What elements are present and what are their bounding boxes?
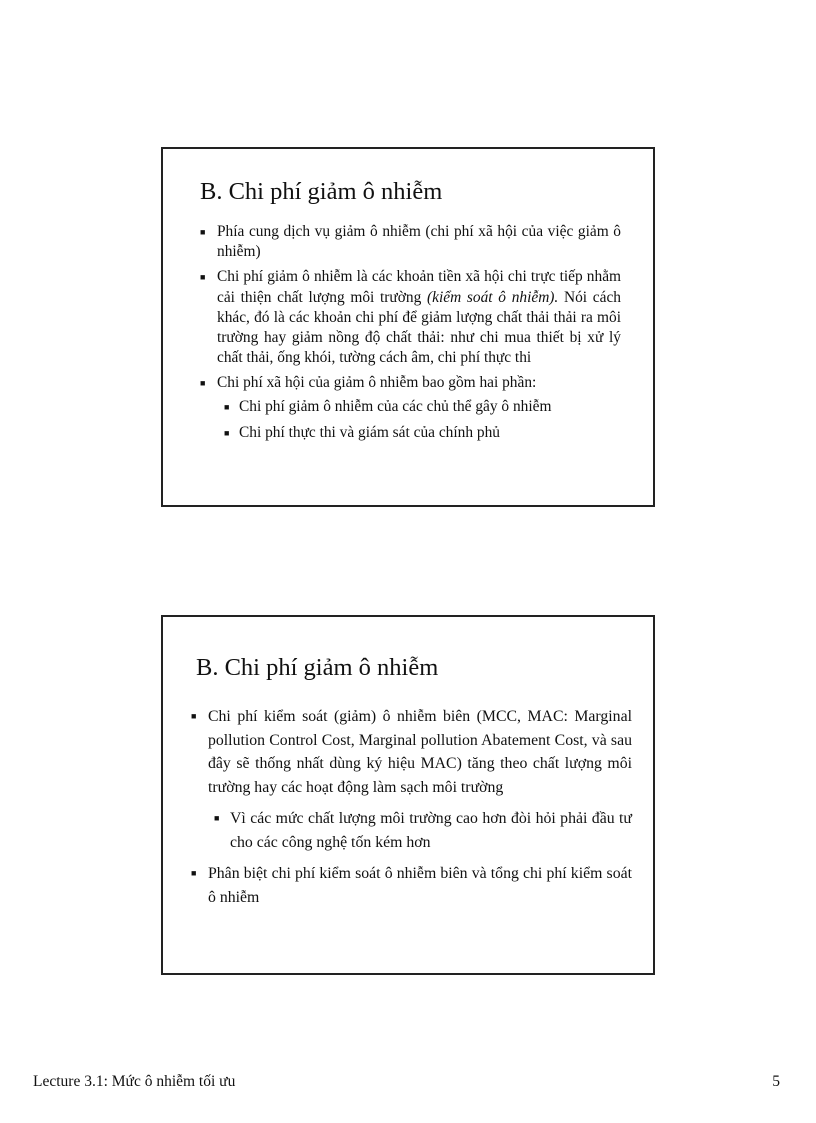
slide-1-title: B. Chi phí giảm ô nhiễm (200, 178, 443, 205)
bullet-text: Phân biệt chi phí kiểm soát ô nhiễm biên và tổng chi phí kiểm soát ô nhiễm (208, 865, 632, 906)
slide-1-bullet-2 (200, 267, 621, 368)
bullet-text: Phía cung dịch vụ giảm ô nhiễm (chi phí xã hội của việc giảm ô nhiễm) (217, 223, 621, 261)
footer-lecture-title: Lecture 3.1: Mức ô nhiễm tối ưu (33, 1073, 236, 1090)
sub-bullet-2 (224, 423, 621, 443)
slide-2 (161, 615, 655, 975)
sub-bullet-1 (214, 807, 632, 854)
slide-2-bullet-list (191, 705, 632, 917)
slide-1-bullet-list (200, 222, 621, 449)
bullet-text-italic: (kiểm soát ô nhiễm). (427, 288, 559, 306)
square-bullet-icon: ■ (200, 272, 206, 283)
square-bullet-icon: ■ (200, 227, 206, 237)
slide-1-bullet-1 (200, 222, 621, 262)
bullet-text-continued: Nói cách khác, đó là các khoản chi phí để giảm lượng chất thải thải ra môi trường hay giảm nồng độ chất thải: như chi mua thiết bị xử lý chất thải, ống khói, tường cách âm, chi phí thực thi (217, 288, 621, 367)
sub-bullet-list (217, 397, 621, 443)
square-bullet-icon: ■ (191, 711, 197, 721)
slide-2-bullet-2 (191, 862, 632, 909)
square-bullet-icon: ■ (214, 813, 220, 823)
square-bullet-icon: ■ (200, 378, 206, 389)
slide-2-bullet-1 (191, 705, 632, 854)
square-bullet-icon: ■ (224, 401, 230, 412)
slide-1-bullet-3 (200, 373, 621, 443)
sub-bullet-text: Vì các mức chất lượng môi trường cao hơn đòi hỏi phải đầu tư cho các công nghệ tốn kém hơn (230, 810, 632, 851)
sub-bullet-text: Chi phí giảm ô nhiễm của các chủ thể gây ô nhiễm (239, 397, 552, 415)
slide-1 (161, 147, 655, 507)
page-number: 5 (772, 1073, 780, 1090)
sub-bullet-text: Chi phí thực thi và giám sát của chính phủ (239, 423, 500, 441)
slide-2-title: B. Chi phí giảm ô nhiễm (196, 654, 439, 681)
square-bullet-icon: ■ (191, 868, 197, 878)
sub-bullet-list (208, 807, 632, 854)
bullet-text: Chi phí kiểm soát (giảm) ô nhiễm biên (MCC, MAC: Marginal pollution Control Cost, Marginal pollution Abatement Cost, và sau đây sẽ thống nhất dùng ký hiệu MAC) tăng theo chất lượng môi trường hay các hoạt động làm sạch môi trường (208, 708, 632, 796)
bullet-text: Chi phí xã hội của giảm ô nhiễm bao gồm hai phần: (217, 374, 537, 392)
bullet-text: Chi phí giảm ô nhiễm là các khoản tiền xã hội chi trực tiếp nhằm cải thiện chất lượng môi trường (217, 268, 621, 306)
sub-bullet-1 (224, 397, 621, 417)
square-bullet-icon: ■ (224, 427, 230, 438)
